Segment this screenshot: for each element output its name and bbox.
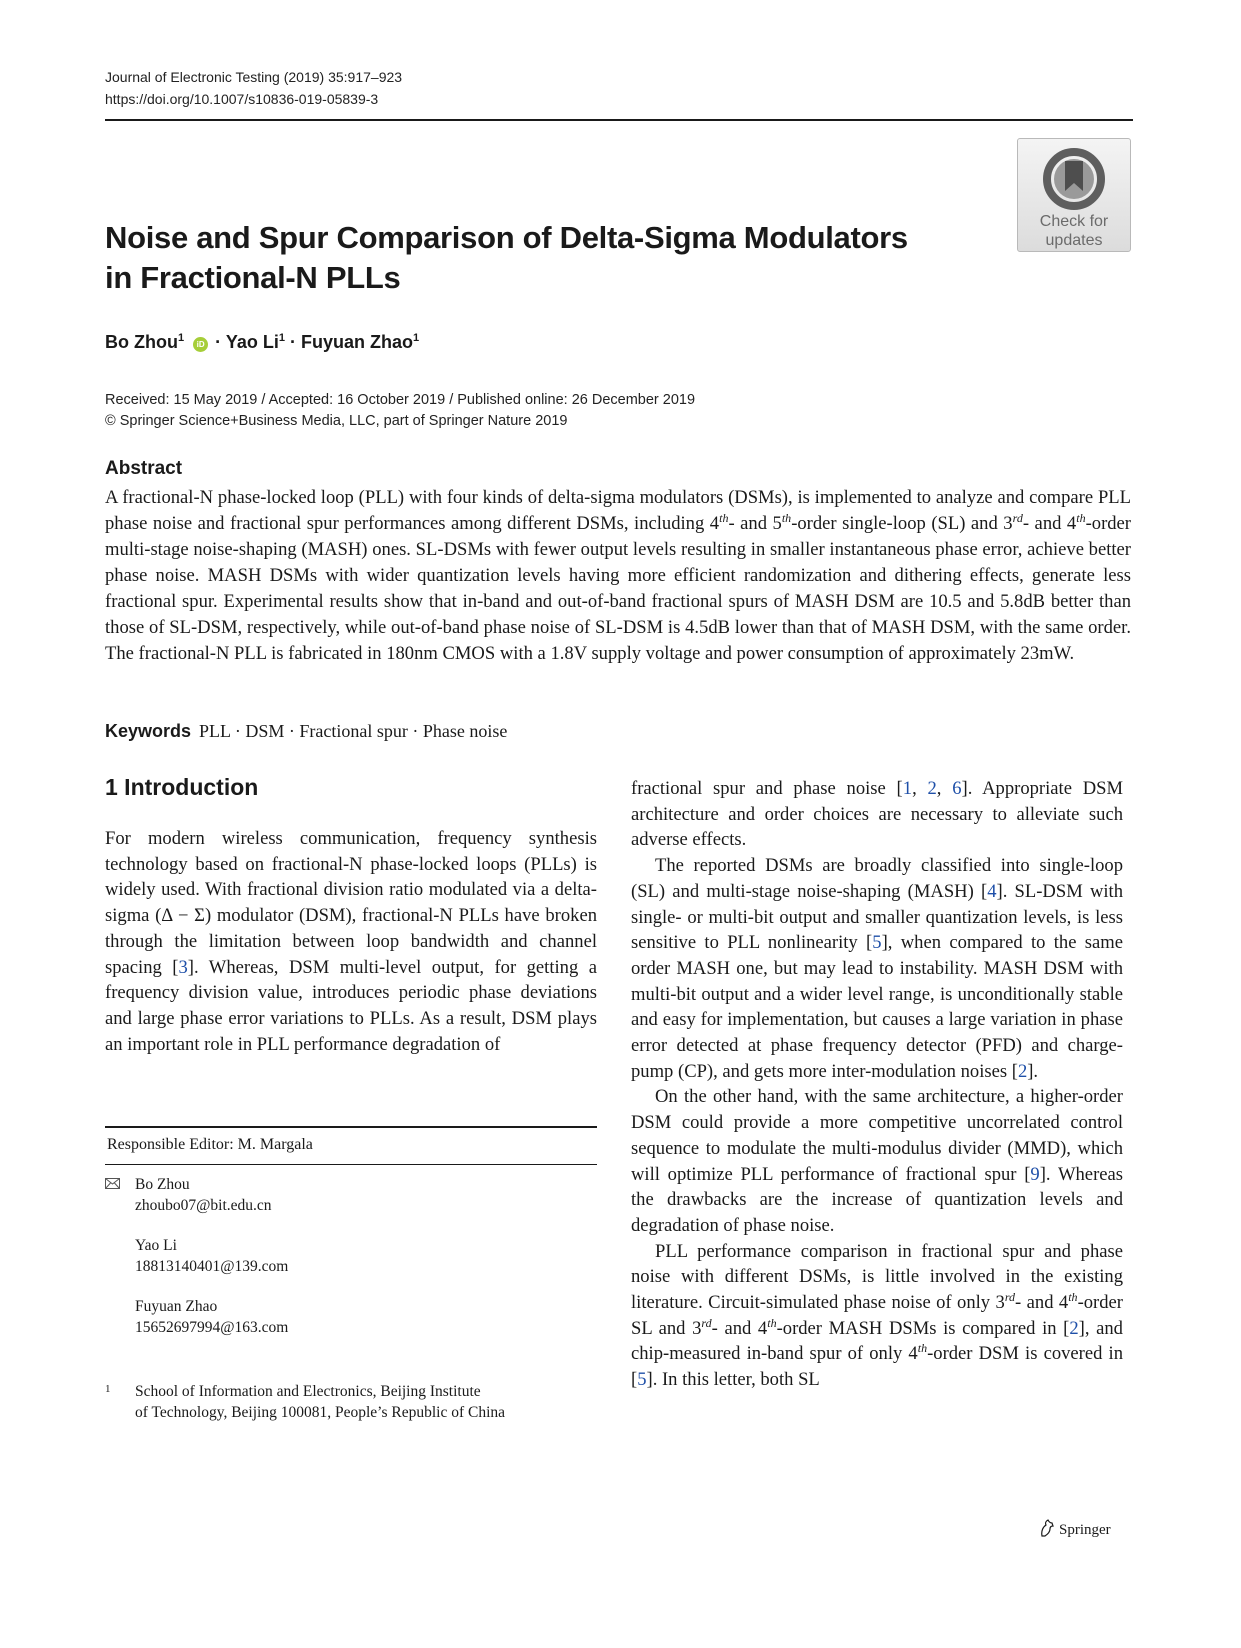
intro-text: fractional spur and phase noise [: [631, 778, 903, 799]
intro-text: For modern wireless communication, frequency synthesis technology based on fractional-N phase-locked loops (PLLs) is widely used. With fractional division ratio modulated via a delta-sigma (Δ − Σ) modulator (DSM), fractional-N PLLs have broken through the limitation between loop bandwidth and channel spacing [: [105, 828, 597, 978]
footnote-rule: [105, 1126, 597, 1128]
affiliation-line-2: of Technology, Beijing 100081, People’s Republic of China: [135, 1403, 506, 1421]
intro-text: ]. SL-DSM with single- or multi-bit output and smaller quantization levels, is less sensitive to PLL nonlinearity [: [631, 880, 1123, 954]
paper-title: [105, 218, 985, 298]
doi-link[interactable]: https://doi.org/10.1007/s10836-019-05839-3: [105, 91, 379, 107]
citation-link[interactable]: 1: [902, 778, 913, 799]
ordinal-suffix: th: [781, 510, 792, 525]
affiliation-mark: 1: [412, 332, 420, 344]
intro-text: - and 4: [1015, 1292, 1069, 1314]
springer-horse-icon: [1039, 1519, 1055, 1537]
author-name[interactable]: Bo Zhou: [105, 332, 178, 352]
abstract-segment: - and 4: [1022, 513, 1077, 534]
journal-header: [105, 66, 402, 110]
author-name[interactable]: Fuyuan Zhao: [300, 332, 413, 352]
abstract-segment: -order single-loop (SL) and 3: [791, 513, 1013, 534]
intro-text: -order MASH DSMs is compared in [: [776, 1317, 1070, 1339]
springer-logo: [1039, 1519, 1111, 1540]
ordinal-suffix: rd: [1004, 1289, 1016, 1304]
intro-text: ]. In this letter, both SL: [646, 1369, 820, 1391]
intro-text: - and 4: [711, 1317, 768, 1339]
header-rule: [105, 119, 1133, 121]
contact-entry: [135, 1297, 597, 1338]
contact-email[interactable]: 15652697994@163.com: [135, 1318, 289, 1336]
abstract-segment: A fractional-N phase-locked loop (PLL) with four kinds of delta-sigma modulators (DSMs), is implemented to analyze and compare PLL phase noise and fractional spur performances among different DSMs, including 4: [105, 487, 1131, 534]
check-for-updates-badge[interactable]: [1017, 138, 1131, 252]
paragraph: [631, 853, 1123, 1084]
intro-text: ], and chip-measured in-band spur of only 4: [631, 1317, 1123, 1365]
contact-email[interactable]: 18813140401@139.com: [135, 1257, 289, 1275]
ordinal-suffix: th: [719, 510, 729, 525]
intro-text: On the other hand, with the same architecture, a higher-order DSM could provide a more competitive uncorrelated control sequence to modulate the multi-modulus divider (MMD), which will optimize PLL performance of fractional spur [: [631, 1086, 1123, 1185]
intro-text: ]. Whereas the drawbacks are the increase of quantization levels and degradation of phase noise.: [631, 1163, 1123, 1236]
paragraph: [631, 1084, 1123, 1238]
contact-name: Fuyuan Zhao: [135, 1298, 218, 1315]
citation-link[interactable]: 6: [952, 778, 962, 799]
citation-link[interactable]: 2: [1017, 1060, 1028, 1082]
responsible-editor: Responsible Editor: M. Margala: [107, 1136, 313, 1153]
affiliation-footnote: [105, 1382, 597, 1423]
envelope-icon: [105, 1178, 120, 1189]
citation-link[interactable]: 2: [1069, 1317, 1079, 1339]
intro-right-column: [631, 776, 1123, 1393]
citation-link[interactable]: 4: [987, 880, 997, 902]
affiliation-mark: 1: [177, 332, 185, 344]
intro-text: -order DSM is covered in [: [631, 1343, 1123, 1391]
badge-line-1: Check for: [1039, 213, 1109, 230]
ordinal-suffix: th: [767, 1315, 777, 1330]
keywords-label: Keywords: [105, 721, 192, 741]
contact-email[interactable]: zhoubo07@bit.edu.cn: [135, 1196, 272, 1214]
intro-text: ].: [1027, 1060, 1039, 1082]
intro-text: -order SL and 3: [631, 1292, 1123, 1339]
copyright-line: © Springer Science+Business Media, LLC, part of Springer Nature 2019: [105, 413, 568, 429]
ordinal-suffix: rd: [701, 1315, 712, 1330]
contact-name: Yao Li: [135, 1237, 177, 1254]
abstract-segment: -order multi-stage noise-shaping (MASH) ones. SL-DSMs with fewer output levels resulting in smaller instantaneous phase error, achieve better phase noise. MASH DSMs with wider quantization levels having more efficient randomization and dithering effects, generate less fractional spur. Experimental results show that in-band and out-of-band fractional spurs of MASH DSM are 10.5 and 5.8dB better than those of SL-DSM, respectively, while out-of-band phase noise of SL-DSM is 4.5dB lower than that of MASH DSM, with the same order. The fractional-N PLL is fabricated in 180nm CMOS with a 1.8V supply voltage and power consumption of approximately 23mW.: [105, 513, 1132, 664]
ordinal-suffix: rd: [1012, 510, 1023, 525]
abstract-text: [105, 485, 1131, 667]
publisher-name: Springer: [1059, 1522, 1111, 1538]
ordinal-suffix: th: [917, 1341, 928, 1356]
abstract-segment: - and 5: [728, 513, 782, 534]
intro-text: The reported DSMs are broadly classified into single-loop (SL) and multi-stage noise-shaping (MASH) [: [631, 855, 1123, 902]
received-accepted-published: Received: 15 May 2019 / Accepted: 16 October 2019 / Published online: 26 December 2019: [105, 392, 696, 408]
citation-link[interactable]: 5: [637, 1369, 647, 1391]
ordinal-suffix: th: [1068, 1289, 1078, 1304]
paragraph: [631, 1239, 1123, 1393]
author-separator: ·: [215, 332, 226, 352]
intro-text: ]. Appropriate DSM architecture and order choices are necessary to alleviate such adverse effects.: [631, 778, 1124, 851]
citation-link[interactable]: 5: [872, 932, 882, 954]
publication-dates: [105, 390, 695, 432]
contact-name: Bo Zhou: [135, 1176, 190, 1193]
citation-link[interactable]: 2: [927, 778, 937, 799]
affiliation-mark: 1: [278, 332, 285, 344]
contact-entry: [135, 1236, 597, 1277]
orcid-icon[interactable]: iD: [193, 337, 208, 352]
author-contacts: [105, 1175, 597, 1358]
keywords-list: PLL · DSM · Fractional spur · Phase noise: [199, 721, 508, 741]
citation-link[interactable]: 3: [178, 956, 188, 978]
section-heading-introduction: 1 Introduction: [105, 774, 259, 800]
citation-link[interactable]: 9: [1030, 1163, 1040, 1185]
author-list: [105, 326, 419, 354]
keywords: [105, 719, 507, 743]
footnote-mark: 1: [105, 1383, 111, 1395]
author-name[interactable]: Yao Li: [225, 332, 279, 352]
editor-rule: [105, 1164, 597, 1165]
intro-text: ]. Whereas, DSM multi-level output, for getting a frequency division value, introduces periodic phase deviations and large phase error variations to PLLs. As a result, DSM plays an important role in PLL performance degradation of: [105, 956, 597, 1055]
ordinal-suffix: th: [1076, 510, 1086, 525]
affiliation-line-1: School of Information and Electronics, Beijing Institute: [135, 1383, 481, 1400]
intro-text: ], when compared to the same order MASH one, but may lead to instability. MASH DSM with multi-bit output and a wider level range, is unconditionally stable and easy for implementation, but causes a large variation in phase error detected at phase frequency detector (PFD) and charge-pump (CP), and gets more inter-modulation noises [: [631, 932, 1124, 1082]
badge-line-2: updates: [1045, 232, 1103, 249]
bookmark-circle-icon: [1042, 147, 1106, 211]
paragraph: fractional spur and phase noise [1, 2, 6]. Appropriate DSM architecture and order choices are necessary to alleviate such adverse effects.: [631, 778, 1124, 851]
journal-citation: Journal of Electronic Testing (2019) 35:917–923: [105, 69, 403, 85]
intro-text: PLL performance comparison in fractional spur and phase noise with different DSMs, is little involved in the existing literature. Circuit-simulated phase noise of only 3: [631, 1240, 1123, 1314]
title-line-2: in Fractional-N PLLs: [105, 260, 401, 295]
intro-left-column: [105, 826, 597, 1057]
author-separator: ·: [289, 332, 301, 352]
title-line-1: Noise and Spur Comparison of Delta-Sigma Modulators: [105, 220, 908, 255]
abstract-heading: Abstract: [105, 458, 183, 479]
contact-entry: [135, 1175, 597, 1216]
